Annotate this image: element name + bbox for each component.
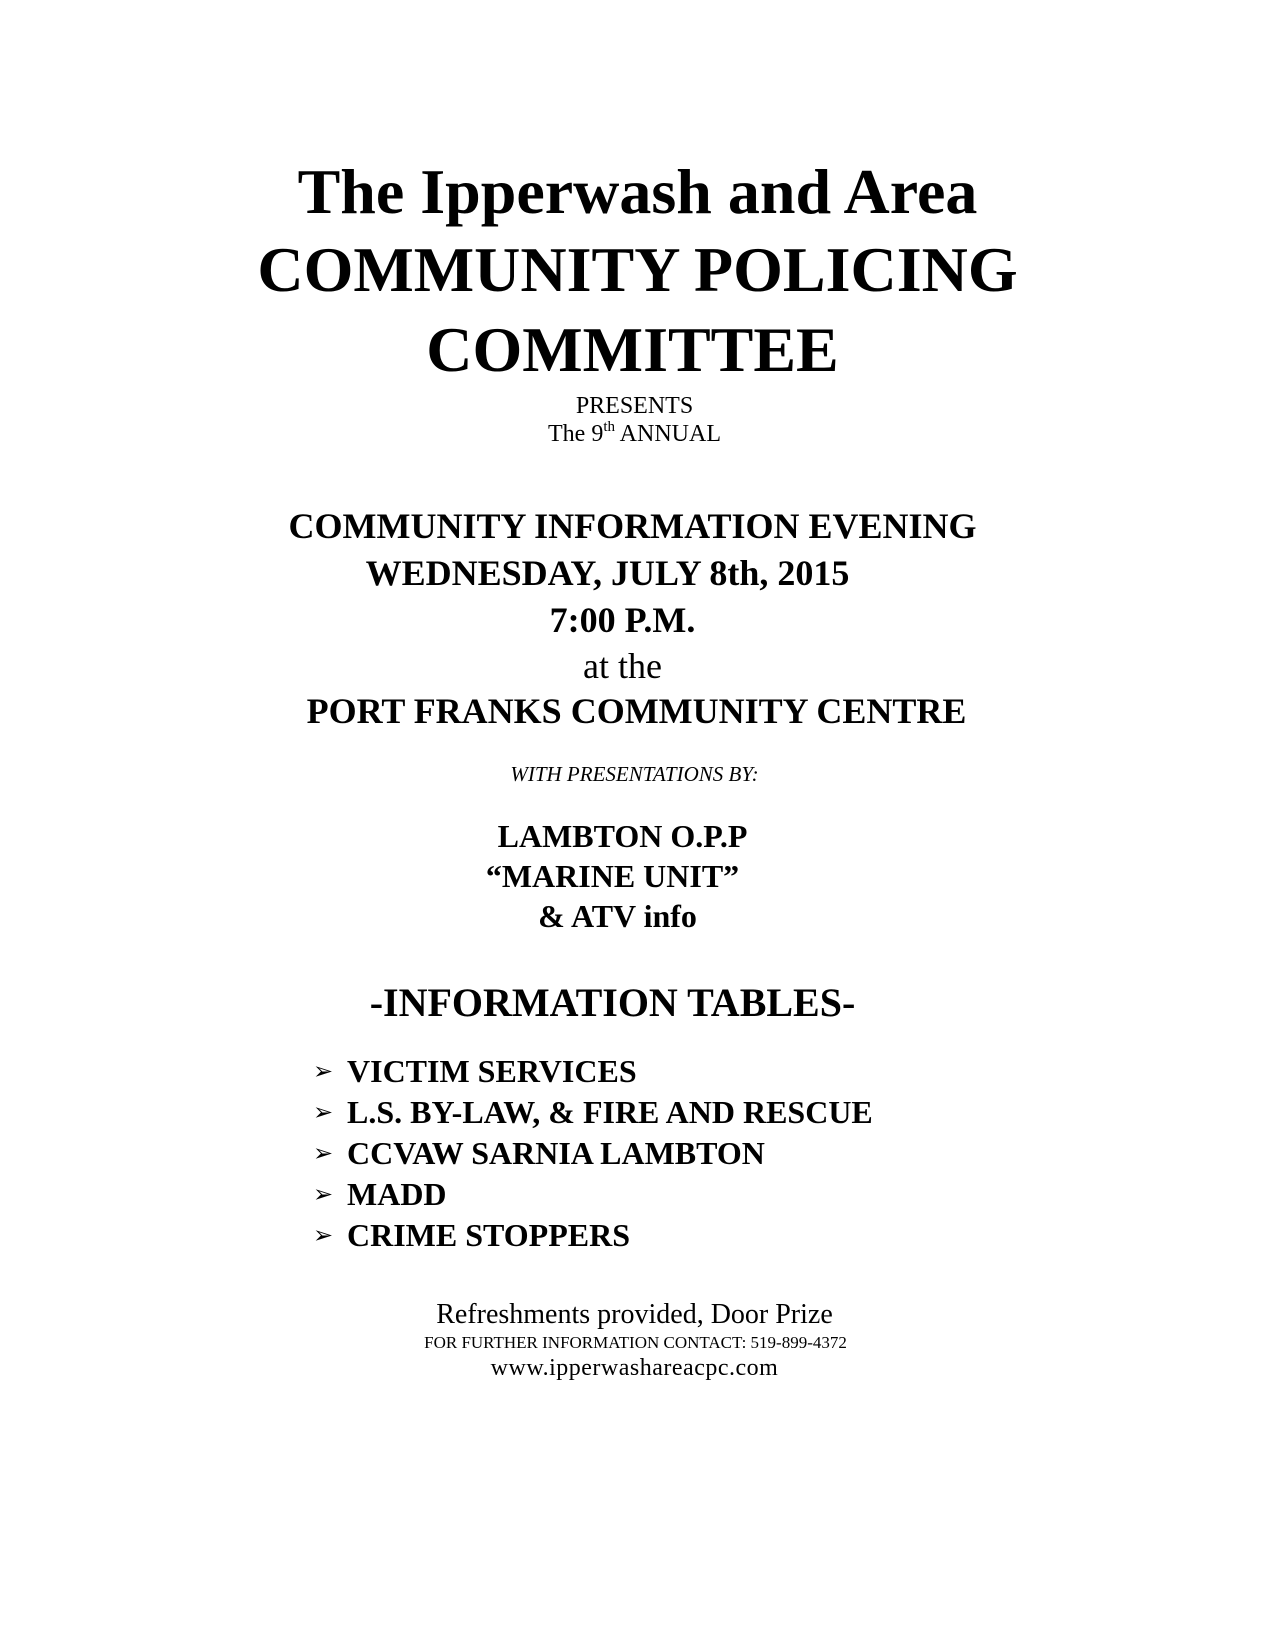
annual-ordinal-suffix: th — [603, 419, 615, 435]
presentations-heading: WITH PRESENTATIONS BY: — [510, 762, 759, 786]
list-item — [313, 1137, 873, 1178]
website-link[interactable]: www.ipperwashareacpc.com — [490, 1355, 779, 1381]
annual-prefix: The 9 — [548, 421, 604, 447]
list-item-label: MADD — [347, 1176, 447, 1212]
list-item — [313, 1055, 873, 1096]
arrow-bullet-icon: ➢ — [313, 1221, 334, 1249]
list-item — [313, 1178, 873, 1219]
list-item — [313, 1219, 873, 1260]
event-date: WEDNESDAY, JULY 8th, 2015 — [365, 553, 850, 593]
arrow-bullet-icon: ➢ — [313, 1139, 334, 1167]
arrow-bullet-icon: ➢ — [313, 1057, 334, 1085]
arrow-bullet-icon: ➢ — [313, 1098, 334, 1126]
event-venue: PORT FRANKS COMMUNITY CENTRE — [306, 691, 967, 731]
event-at-label: at the — [583, 646, 662, 686]
list-item-label: CRIME STOPPERS — [347, 1217, 631, 1253]
presents-label: PRESENTS — [575, 393, 694, 419]
presenter-line: “MARINE UNIT” — [485, 858, 740, 894]
list-item — [313, 1096, 873, 1137]
list-item-label: L.S. BY-LAW, & FIRE AND RESCUE — [347, 1094, 873, 1130]
information-tables-heading: -INFORMATION TABLES- — [369, 980, 856, 1025]
annual-label — [0, 419, 1272, 447]
annual-suffix: ANNUAL — [614, 421, 721, 447]
event-title: COMMUNITY INFORMATION EVENING — [288, 506, 977, 546]
arrow-bullet-icon: ➢ — [313, 1180, 334, 1208]
organizer-line-1: The Ipperwash and Area — [297, 156, 978, 227]
event-time: 7:00 P.M. — [549, 600, 696, 640]
presenter-line: & ATV info — [538, 898, 697, 934]
presenter-line: LAMBTON O.P.P — [497, 818, 748, 854]
refreshments-note: Refreshments provided, Door Prize — [436, 1299, 833, 1330]
list-item-label: CCVAW SARNIA LAMBTON — [347, 1135, 765, 1171]
organizer-line-2: COMMUNITY POLICING — [257, 234, 1018, 305]
information-tables-list — [313, 1055, 873, 1260]
contact-info: FOR FURTHER INFORMATION CONTACT: 519-899-4372 — [424, 1333, 847, 1352]
organizer-line-3: COMMITTEE — [426, 314, 839, 385]
list-item-label: VICTIM SERVICES — [347, 1053, 637, 1089]
